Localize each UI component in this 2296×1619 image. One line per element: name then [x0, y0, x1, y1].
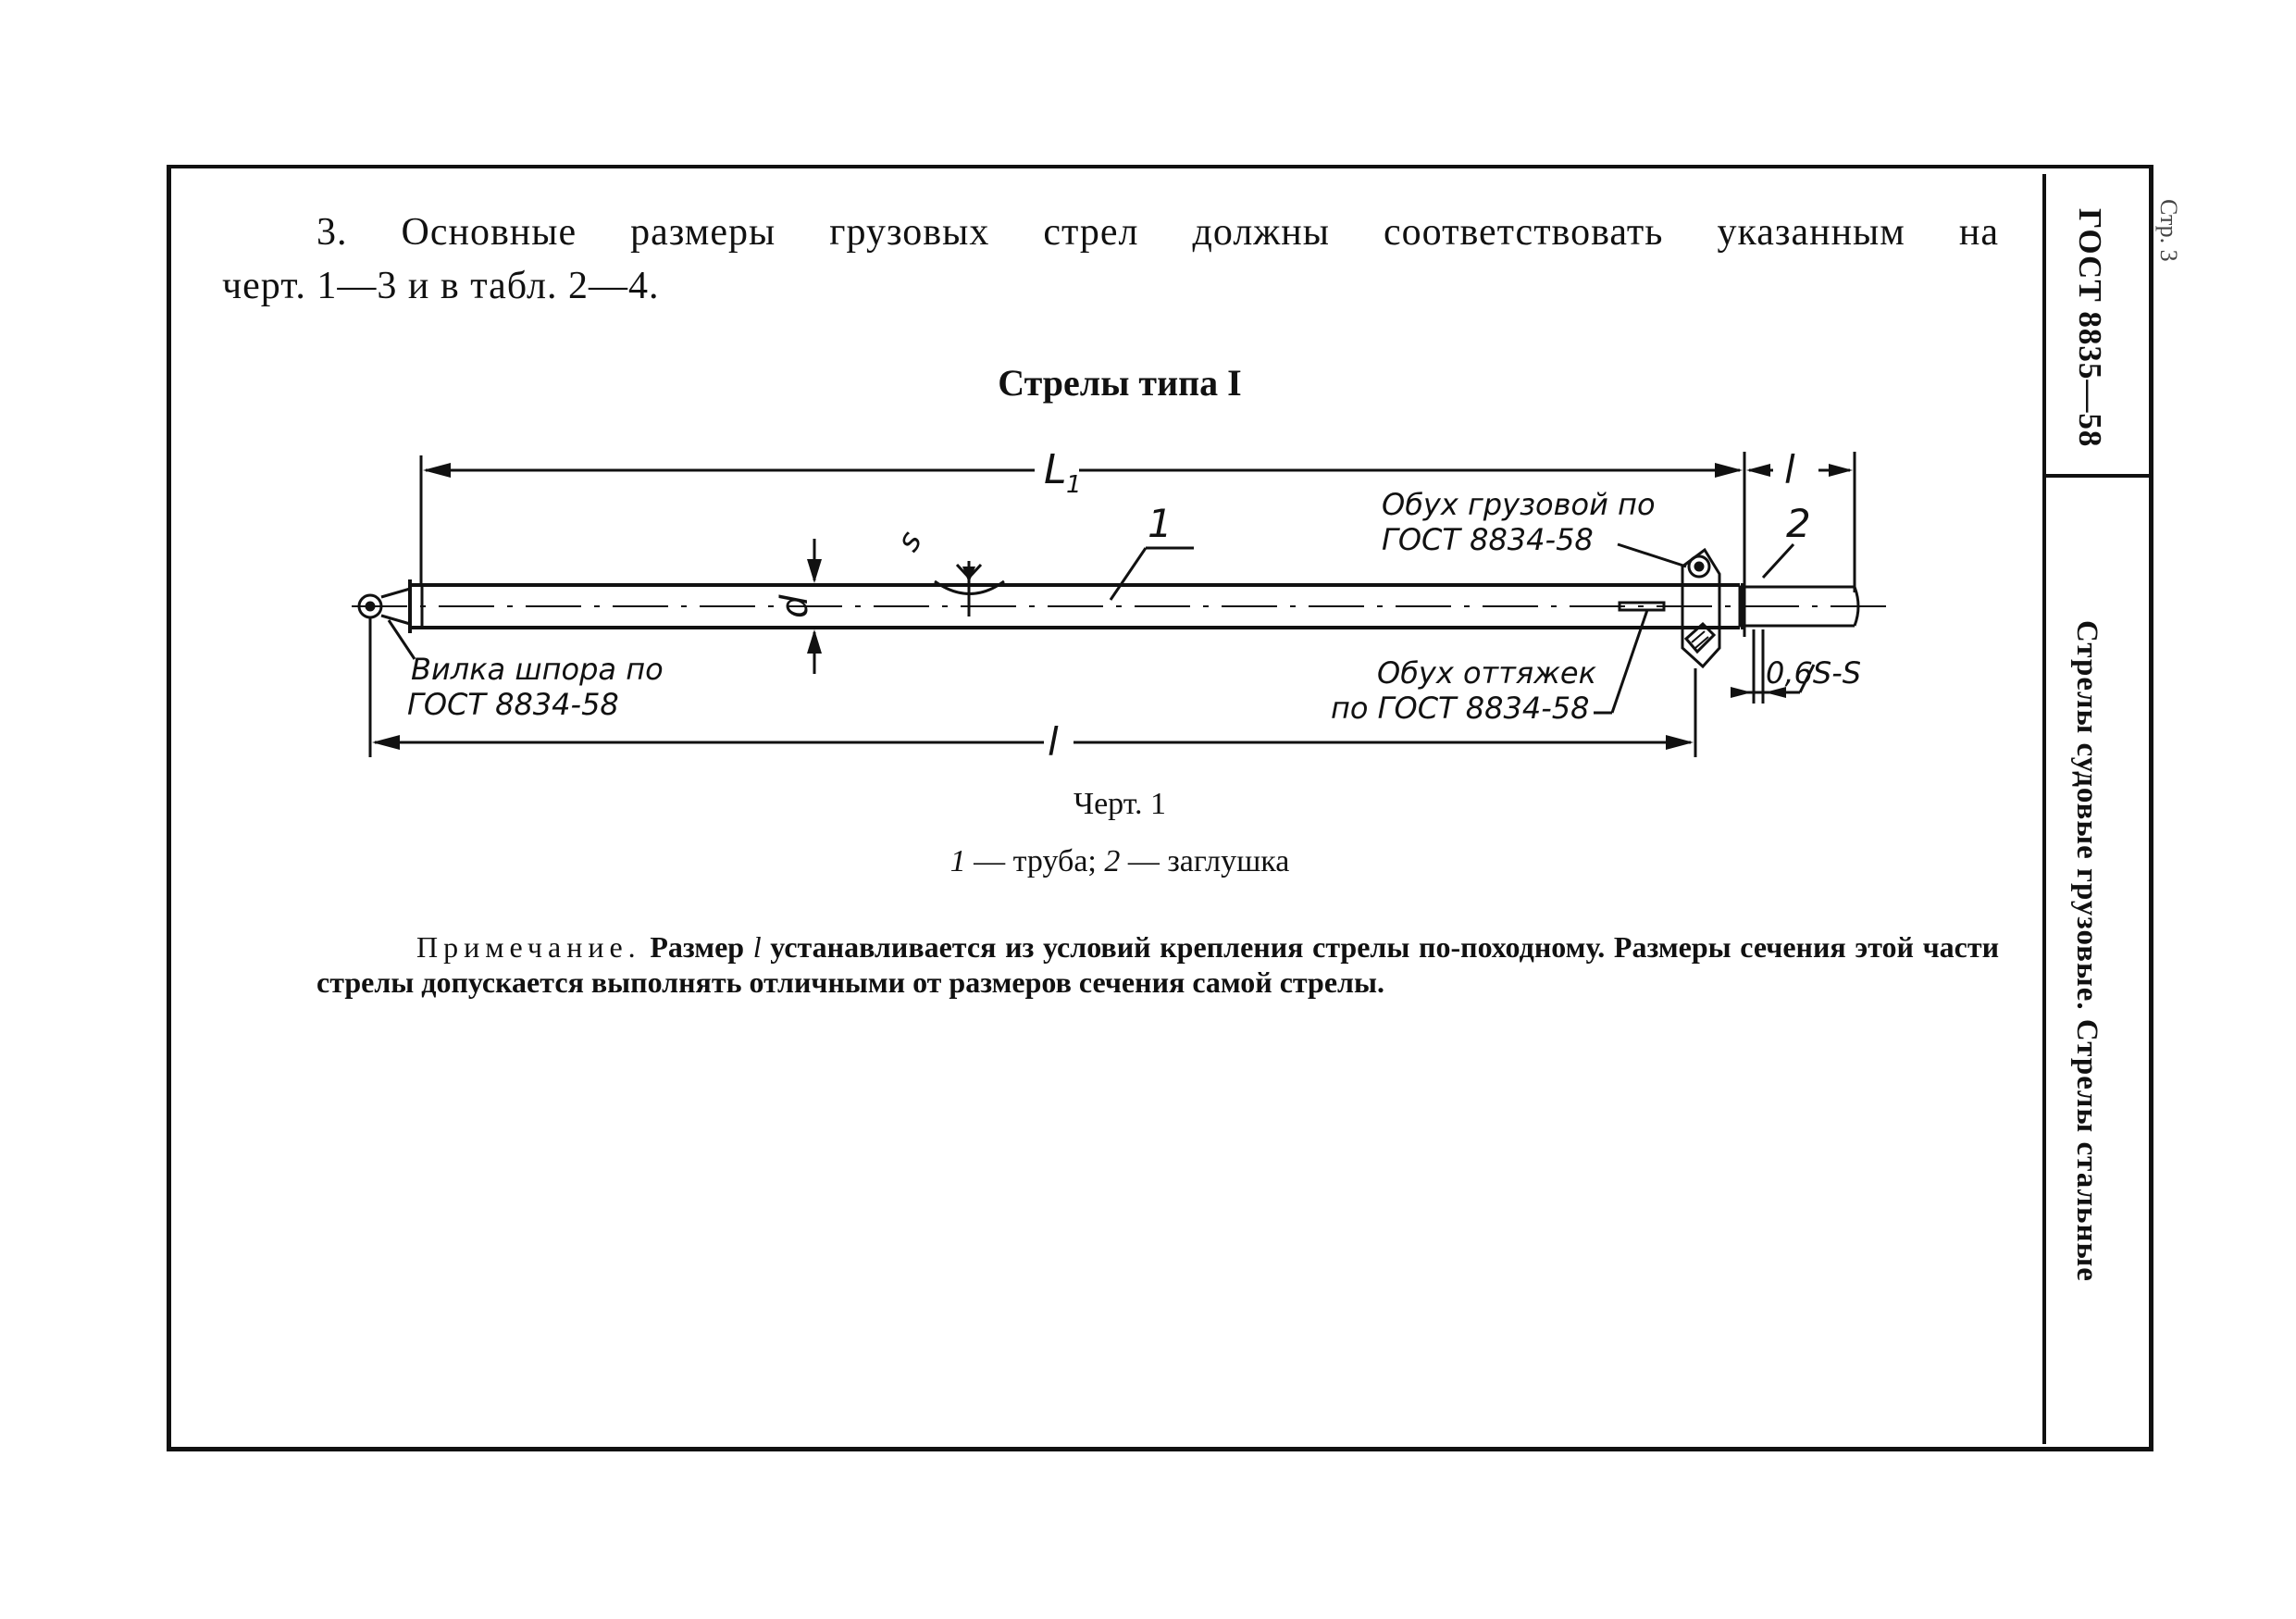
label-d: d — [774, 594, 816, 618]
label-l-top: l — [1784, 447, 1795, 492]
legend-text-2: — заглушка — [1127, 844, 1290, 878]
figure-title: Стрелы типа I — [998, 362, 1242, 404]
legend-text-1: — труба; — [974, 844, 1097, 878]
label-heel-fork-line-2: ГОСТ 8834-58 — [407, 687, 619, 722]
note-text-1: Размер — [650, 930, 745, 964]
note-variable: l — [752, 930, 762, 964]
label-cargo-eye-line-1: Обух грузовой по — [1382, 487, 1656, 522]
label-plug-gap: 0,6S-S — [1766, 655, 1862, 691]
label-L1: L — [1044, 446, 1067, 493]
label-pos-1: 1 — [1148, 501, 1173, 546]
leader-guy-eye — [1612, 610, 1647, 713]
label-guy-eye-line-1: Обух оттяжек — [1377, 655, 1596, 691]
leader-pos-1 — [1111, 548, 1146, 600]
arrow-gap-left — [1731, 687, 1752, 698]
arrow-L1-left — [423, 463, 451, 478]
arrow-l-bottom-left — [372, 735, 400, 750]
leader-cargo-eye — [1618, 544, 1686, 567]
clause-line-1: 3. Основные размеры грузовых стрел должны соответствовать указанным на — [316, 211, 1999, 254]
clause-line-2: черт. 1—3 и в табл. 2—4. — [222, 265, 660, 307]
arrow-d-bottom — [807, 629, 822, 654]
legend-number-1: 1 — [949, 844, 966, 878]
legend-number-2: 2 — [1104, 844, 1121, 878]
figure-caption: Черт. 1 — [1073, 787, 1167, 821]
leader-pos-2 — [1763, 544, 1793, 578]
page-number-mark: Стр. 3 — [2155, 199, 2182, 262]
cargo-eye-pin — [1695, 563, 1703, 570]
document-title: Стрелы судовые грузовые. Стрелы стальные — [2070, 620, 2104, 1282]
label-cargo-eye-line-2: ГОСТ 8834-58 — [1382, 522, 1594, 557]
figure-legend — [0, 844, 2240, 879]
arrow-l-bottom-right — [1666, 735, 1694, 750]
note-paragraph — [316, 929, 1999, 1000]
cargo-eye-hatching — [1692, 631, 1708, 648]
note-text-2: устанавливается из условий крепления стрелы по-походному. Размеры сечения этой части стрелы допускается выполнять отличными от размеров сечения самой стрелы. — [316, 930, 2000, 999]
arrow-d-top — [807, 559, 822, 583]
document-code: ГОСТ 8835—58 — [2072, 208, 2108, 448]
label-guy-eye-line-2: по ГОСТ 8834-58 — [1331, 691, 1590, 726]
arrow-L1-right — [1715, 463, 1743, 478]
heel-fork-pin — [366, 603, 374, 610]
arrow-l-right — [1829, 464, 1853, 477]
label-s: s — [889, 525, 930, 558]
note-lead: Примечание. — [416, 930, 641, 964]
label-L1-subscript: 1 — [1066, 471, 1082, 499]
arrow-s — [962, 567, 975, 583]
label-heel-fork-line-1: Вилка шпора по — [411, 652, 664, 687]
arrow-l-left — [1746, 464, 1770, 477]
label-l-bottom: l — [1048, 719, 1059, 765]
label-pos-2: 2 — [1786, 501, 1811, 546]
